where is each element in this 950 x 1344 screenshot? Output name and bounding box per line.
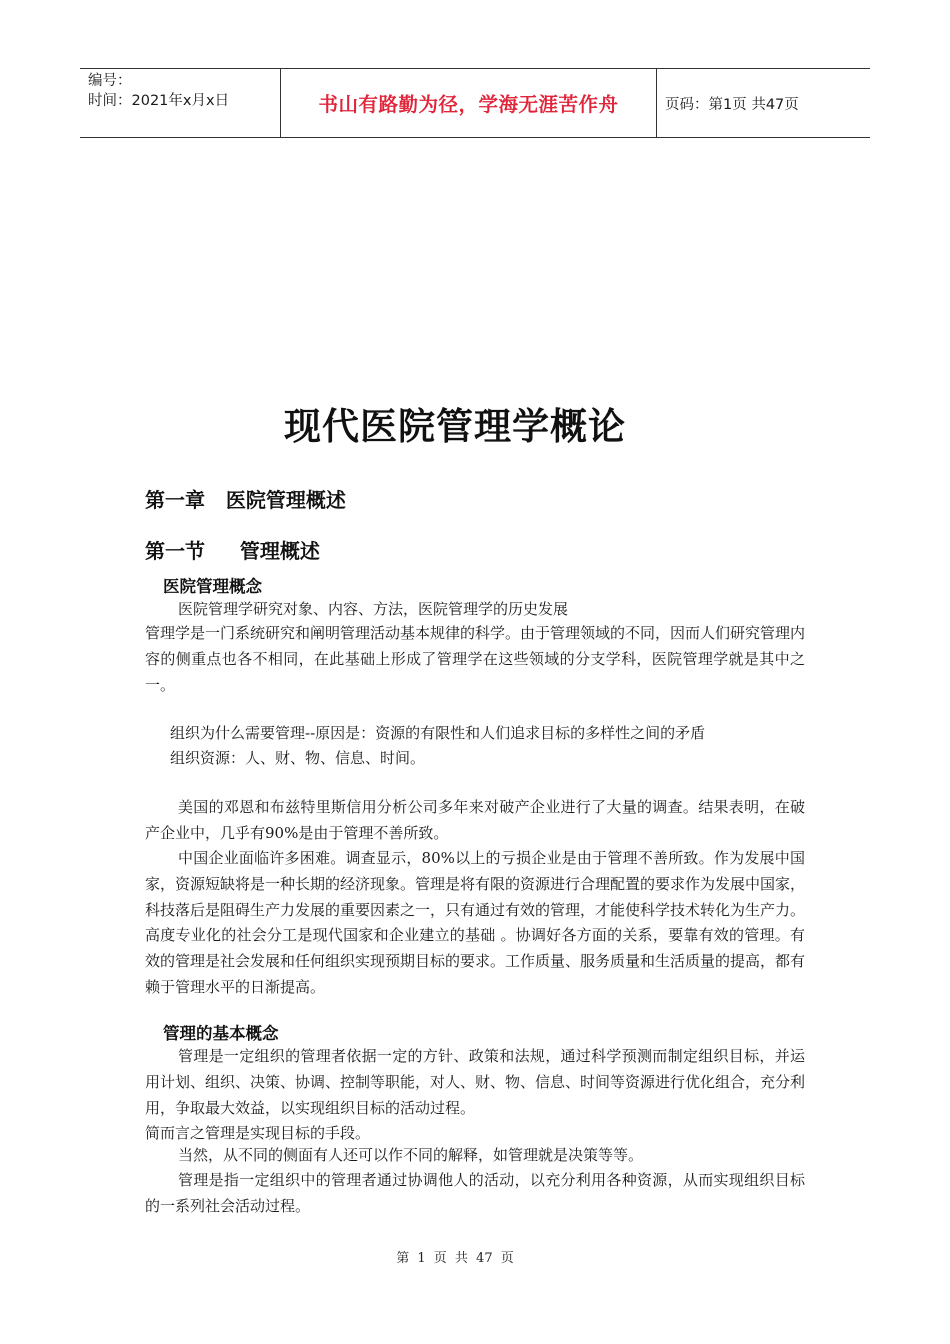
- chapter-heading: 第一章 医院管理概述: [145, 488, 346, 512]
- section-heading: 第一节 管理概述: [145, 539, 320, 563]
- paragraph: 当然，从不同的侧面有人还可以作不同的解释，如管理就是决策等等。: [178, 1146, 644, 1164]
- page-footer: 第 1 页 共 47 页: [396, 1251, 514, 1266]
- header-meta: [80, 69, 281, 137]
- paragraph: 管理学是一门系统研究和阐明管理活动基本规律的科学。由于管理领域的不同，因而人们研究管理内容的侧重点也各不相同，在此基础上形成了管理学在这些领域的分支学科，医院管理学就是其中之一。: [145, 624, 806, 694]
- paragraph: 美国的邓恩和布兹特里斯信用分析公司多年来对破产企业进行了大量的调查。结果表明，在破产企业中，几乎有90%是由于管理不善所致。: [145, 798, 805, 842]
- text-line: 医院管理学研究对象、内容、方法，医院管理学的历史发展: [178, 600, 569, 618]
- subsection-heading-2: 管理的基本概念: [163, 1024, 279, 1043]
- header-page-info: 页码：第1页 共47页: [665, 96, 799, 113]
- paragraph: 管理是指一定组织中的管理者通过协调他人的活动，以充分利用各种资源，从而实现组织目标的一系列社会活动过程。: [145, 1171, 805, 1215]
- page-header: [80, 68, 870, 138]
- document-title: 现代医院管理学概论: [284, 405, 626, 448]
- text-line: 组织资源：人、财、物、信息、时间。: [170, 749, 426, 767]
- paragraph: 管理是一定组织的管理者依据一定的方针、政策和法规，通过科学预测而制定组织目标，并运用计划、组织、决策、协调、控制等职能，对人、财、物、信息、时间等资源进行优化组合，充分利用，争取最大效益，以实现组织目标的活动过程。: [145, 1047, 806, 1117]
- header-number: 编号：: [88, 73, 132, 89]
- paragraph: 中国企业面临许多困难。调查显示，80%以上的亏损企业是由于管理不善所致。作为发展中国家，资源短缺将是一种长期的经济现象。管理是将有限的资源进行合理配置的要求作为发展中国家，科技落后是阻碍生产力发展的重要因素之一，只有通过有效的管理，才能使科学技术转化为生产力。高度专业化的社会分工是现代国家和企业建立的基础 。协调好各方面的关系，要靠有效的管理。有效的管理是社会发展和任何组织实现预期目标的要求。工作质量、服务质量和生活质量的提高，都有赖于管理水平的日渐提高。: [145, 849, 806, 996]
- header-motto: 书山有路勤为径，学海无涯苦作舟: [281, 69, 657, 137]
- text-line: 简而言之管理是实现目标的手段。: [145, 1124, 371, 1142]
- subsection-heading-1: 医院管理概念: [163, 577, 262, 596]
- header-date: 时间：2021年x月x日: [88, 93, 230, 109]
- text-line: 组织为什么需要管理--原因是：资源的有限性和人们追求目标的多样性之间的矛盾: [170, 724, 706, 742]
